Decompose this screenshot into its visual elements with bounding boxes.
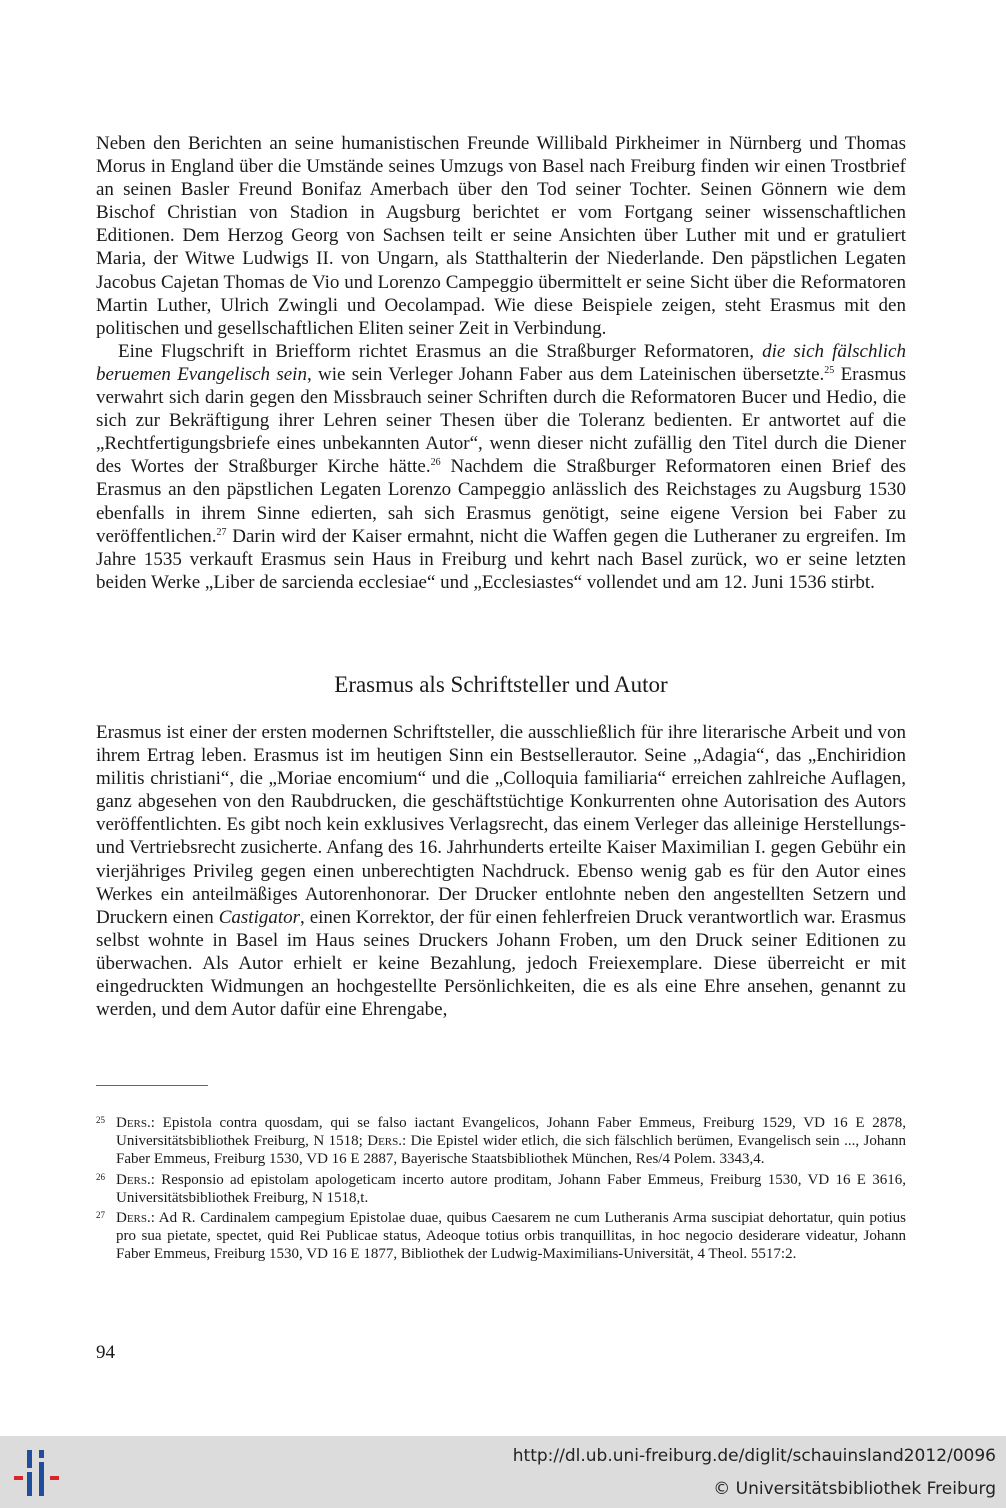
paragraph-2 — [96, 340, 906, 594]
footnote-text: : Responsio ad epistolam apologeticam incerto autore proditam, Johann Faber Emmeus, Freiburg 1530, VD 16 E 3616, Universitätsbibliothek Freiburg, N 1518,t. — [116, 1171, 906, 1206]
section-text-a: Erasmus ist einer der ersten modernen Schriftsteller, die ausschließlich für ihre literarische Arbeit und von ihrem Ertrag leben. Erasmus ist im heutigen Sinn ein Bestsellerautor. Seine „Adagia“, das „Enchiridion militis christiani“, die „Moriae encomium“ und die „Colloquia familiaria“ erreichen zahlreiche Auflagen, ganz abgesehen von den Raubdrucken, die geschäftstüchtige Konkurrenten ohne Autorisation des Autors veröffentlichten. Es gibt noch kein exklusives Verlagsrecht, das einem Verleger das alleinige Herstellungs- und Vertriebsrecht zusicherte. Anfang des 16. Jahrhunderts erteilte Kaiser Maximilian I. gegen Gebühr ein vierjähriges Privileg gegen einen unberechtigten Nachdruck. Ebenso wenig gab es für den Autor eines Werkes ein anteilmäßiges Autorenhonorar. Der Drucker entlohnte neben den angestellten Setzern und Druckern einen — [96, 722, 906, 928]
body-text — [96, 132, 906, 594]
footnote-ref-26[interactable]: 26 — [430, 457, 441, 469]
ub-freiburg-logo-icon[interactable] — [12, 1444, 66, 1500]
page-number: 94 — [96, 1342, 115, 1363]
footnote-number: 25 — [96, 1115, 105, 1125]
footnote-author: Ders. — [116, 1171, 151, 1188]
footnotes — [96, 1114, 906, 1264]
section-body — [96, 721, 906, 1021]
paragraph-2-italic-quote: die sich fälschlich beruemen Evangelisch sein — [96, 340, 906, 385]
paragraph-2-text-e: Darin wird der Kaiser ermahnt, nicht die Waffen gegen die Lutheraner zu ergreifen. Im Jahre 1535 verkauft Erasmus sein Haus in Freiburg und kehrt nach Basel zurück, wo er seine letzten beiden Werke „Liber de sarcienda ecclesiae“ und „Ecclesiastes“ vollendet und am 12. Juni 1536 stirbt. — [96, 525, 906, 593]
footnote-number: 26 — [96, 1171, 105, 1182]
footnote-25 — [96, 1114, 906, 1169]
footnote-ref-25[interactable]: 25 — [824, 364, 835, 376]
footnote-26 — [96, 1171, 906, 1207]
copyright-notice: © Universitätsbibliothek Freiburg — [713, 1479, 996, 1499]
footnote-27 — [96, 1209, 906, 1264]
paragraph-2-text-b: , wie sein Verleger Johann Faber aus dem Lateinischen übersetzte. — [306, 363, 825, 385]
footnote-number: 27 — [96, 1210, 105, 1221]
paragraph-1: Neben den Berichten an seine humanistischen Freunde Willibald Pirkheimer in Nürnberg und Thomas Morus in England über die Umstände seines Umzugs von Basel nach Freiburg finden wir einen Trostbrief an seinen Basler Freund Bonifaz Amerbach über den Tod seiner Tochter. Seinen Gönnern wie dem Bischof Christian von Stadion in Augsburg berichtet er vom Fortgang seiner wissenschaftlichen Editionen. Dem Herzog Georg von Sachsen teilt er seine Ansichten über Luther mit und er gratuliert Maria, der Witwe Ludwigs II. von Ungarn, als Statthalterin der Niederlande. Den päpstlichen Legaten Jacobus Cajetan Thomas de Vio und Lorenzo Campeggio übermittelt er seine Sicht über die Reformatoren Martin Luther, Ulrich Zwingli und Oecolampad. Wie diese Beispiele zeigen, steht Erasmus mit den politischen und gesellschaftlichen Eliten seiner Zeit in Verbindung. — [96, 133, 906, 339]
permalink-url[interactable]: http://dl.ub.uni-freiburg.de/diglit/schauinsland2012/0096 — [512, 1446, 996, 1466]
footnote-divider — [96, 1085, 208, 1086]
section-heading: Erasmus als Schriftsteller und Autor — [334, 672, 668, 697]
paragraph-2-text-a: Eine Flugschrift in Briefform richtet Erasmus an die Straßburger Reformatoren, — [118, 340, 763, 362]
section-text-b: , einen Korrektor, der für einen fehlerfreien Druck verantwortlich war. Erasmus selbst wohnte in Basel im Haus seines Druckers Johann Froben, um den Druck seiner Editionen zu überwachen. Als Autor erhielt er keine Bezahlung, jedoch Freiexemplare. Diese überreicht er mit eingedruckten Widmungen an hochgestellte Persönlichkeiten, die es als eine Ehre ansehen, genannt zu werden, und dem Autor dafür eine Ehrengabe, — [96, 906, 906, 1021]
paragraph-2-text-d: Nachdem die Straßburger Reformatoren einen Brief des Erasmus an den päpstlichen Legaten Lorenzo Campeggio anlässlich des Reichstages zu Augsburg 1530 ebenfalls in ihrem Sinne edierten, sah sich Erasmus genötigt, seine eigene Version bei Faber zu veröffentlichen. — [96, 456, 906, 547]
section-paragraph — [96, 721, 906, 1021]
footnote-text: : Ad R. Cardinalem campegium Epistolae duae, quibus Caesarem ne cum Lutheranis Arma suscipiat dehortatur, quin potius pro sua pietate, spectet, quid Rei Publicae status, Adeoque totius orbis tranquillitas, in hoc negocio desiderare videatur, Johann Faber Emmeus, Freiburg 1530, VD 16 E 1877, Bibliothek der Ludwig-Maximilians-Universität, 4 Theol. 5517:2. — [116, 1210, 906, 1263]
footnote-author: Ders. — [116, 1210, 151, 1227]
viewer-footer-bar — [0, 1436, 1006, 1508]
paragraph-2-text-c: Erasmus verwahrt sich darin gegen den Missbrauch seiner Schriften durch die Reformatoren Bucer und Hedio, die sich zur Bekräftigung ihrer Lehren seiner Thesen über die Toleranz bedienten. Er antwortet auf die „Rechtfertigungsbriefe eines unbekannten Autor“, wenn dieser nicht zufällig den Titel durch die Diener des Wortes der Straßburger Kirche hätte. — [96, 363, 906, 478]
section-italic-term: Castigator — [218, 906, 301, 928]
footnote-author: Ders. — [116, 1115, 151, 1131]
footnote-author: Ders. — [367, 1133, 402, 1150]
footnote-text: : Die Epistel wider etlich, die sich fälschlich berümen, Evangelisch sein ..., Johann Faber Emmeus, Freiburg 1530, VD 16 E 2887, Bayerische Staatsbibliothek München, Res/4 Polem. 3343,4. — [116, 1133, 907, 1168]
footnote-ref-27[interactable]: 27 — [216, 526, 227, 538]
footnote-text: : Epistola contra quosdam, qui se falso iactant Evangelicos, Johann Faber Emmeus, Freiburg 1529, VD 16 E 2878, Universitätsbibliothek Freiburg, N 1518; — [116, 1115, 906, 1150]
